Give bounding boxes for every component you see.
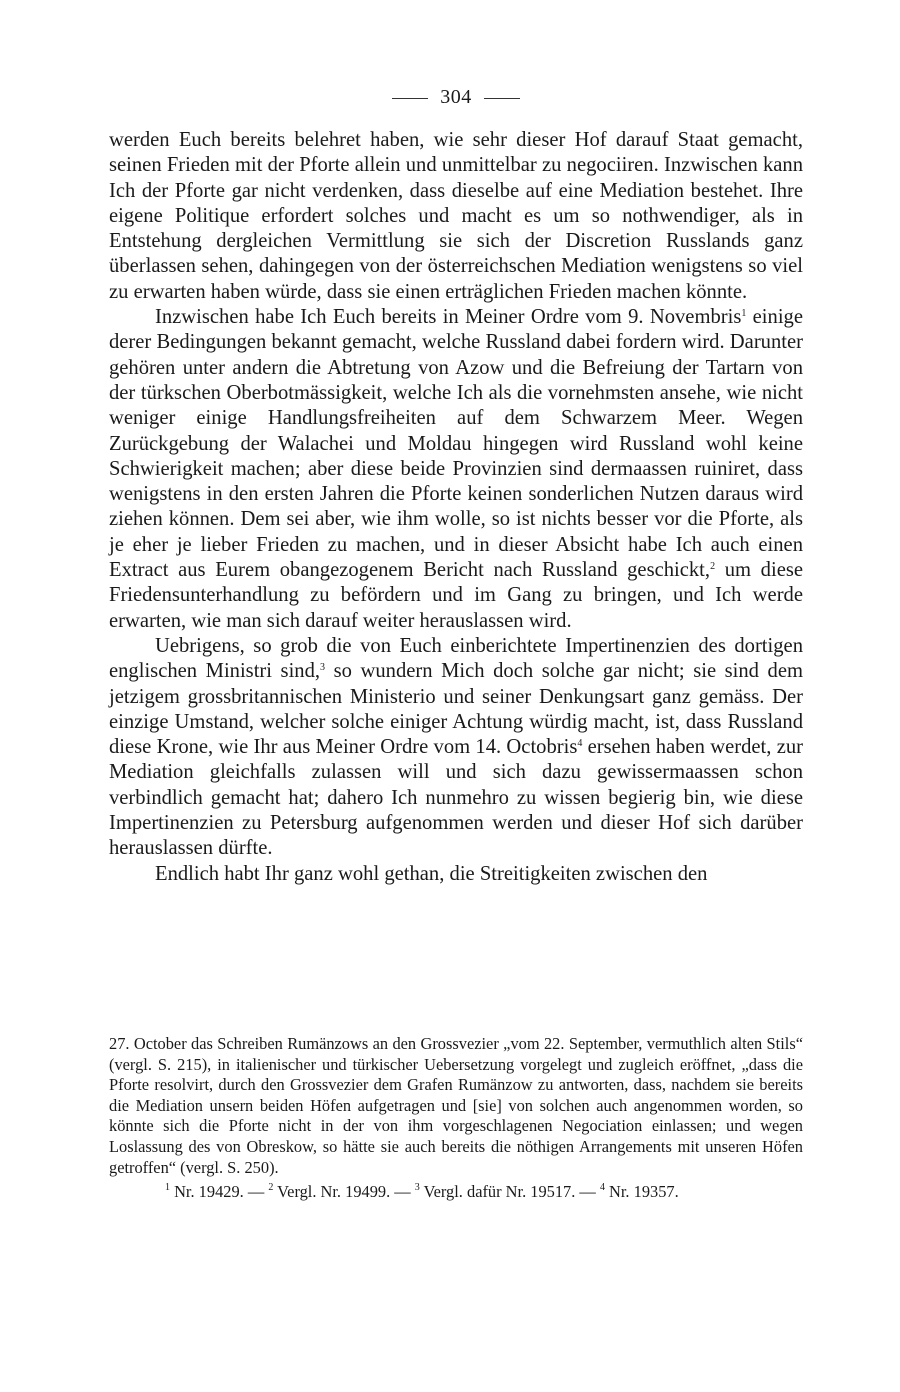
footnote-number: 1 — [165, 1182, 170, 1194]
paragraph-text: Endlich habt Ihr ganz wohl gethan, die Streitigkeiten zwischen den — [155, 862, 708, 885]
header-dash-right — [484, 98, 520, 99]
footnotes — [109, 1034, 803, 1203]
footnote-reference-text: Vergl. dafür Nr. 19517. — — [419, 1182, 600, 1202]
page-number: 304 — [440, 86, 472, 108]
paragraph — [109, 305, 803, 634]
footnote-marker: 2 — [710, 561, 716, 573]
paragraph-text: Inzwischen habe Ich Euch bereits in Meiner Ordre vom 9. Novembris — [155, 306, 742, 329]
paragraph-text: Uebrigens, so grob die von Euch einberichtete Impertinenzien des dortigen englischen Ministri sind, — [109, 634, 803, 683]
paragraph — [109, 128, 803, 305]
footnote-references — [109, 1182, 803, 1203]
paragraph — [109, 862, 803, 887]
footnote-reference-text: Nr. 19357. — [604, 1182, 679, 1202]
footnote-number: 2 — [268, 1182, 274, 1194]
footnote-continuation: 27. October das Schreiben Rumänzows an den Grossvezier „vom 22. September, vermuthlich alten Stils“ (vergl. S. 215), in italienischer und türkischer Uebersetzung vorgelegt und zugleich eröffnet, „dass die Pforte resolvirt, durch den Grossvezier dem Grafen Rumänzow zu antworten, dass, nachdem sie bereits die Mediation unsern beiden Höfen aufgetragen und [sie] von solchen auch angenommen worden, so könnte sich die Pforte nicht in der von ihm vorgeschlagenen Negociation einlassen; und wegen Loslassung des von Obreskow, so hätte sie auch bereits die nöthigen Arrangements mit unseren Höfen getroffen“ (vergl. S. 250). — [109, 1034, 803, 1177]
footnote-reference-text: Vergl. Nr. 19499. — — [273, 1182, 415, 1202]
footnote-marker: 3 — [320, 662, 326, 674]
footnote-marker: 4 — [577, 738, 583, 750]
paragraph-text: so wundern Mich doch solche gar nicht; sie sind dem jetzigem grossbritannischen Ministerio und seiner Denkungsart ganz gemäss. Der einzige Umstand, welcher solche einiger Achtung würdig macht, ist, dass Russland diese Krone, wie Ihr aus Meiner Ordre vom 14. Octobris — [109, 660, 803, 759]
header-dash-left — [392, 98, 428, 99]
paragraph-text: ersehen haben werdet, zur Mediation gleichfalls zulassen will und sich dazu gewissermaassen schon verbindlich gemacht hat; dahero Ich nunmehro zu wissen begierig bin, wie diese Impertinenzien zu Petersburg aufgenommen werden und dieser Hof sich darüber herauslassen dürfte. — [109, 736, 803, 860]
footnote-marker: 1 — [741, 308, 747, 320]
footnote-reference-text: Nr. 19429. — — [170, 1182, 269, 1202]
footnote-number: 3 — [414, 1182, 420, 1194]
paragraph-text: um diese Friedensunterhandlung zu befördern und im Gang zu bringen, und Ich werde erwarten, wie man sich darauf weiter herauslassen wird. — [109, 559, 803, 632]
paragraph — [109, 634, 803, 862]
footnote-number: 4 — [599, 1182, 605, 1194]
body-text — [109, 128, 803, 887]
paragraph-text: einige derer Bedingungen bekannt gemacht, welche Russland dabei fordern wird. Darunter gehören unter andern die Abtretung von Azow und die Befreiung der Tartarn von der türkschen Oberbotmässigkeit, welche Ich als die vornehmsten ansehe, wie nicht weniger einige Handlungsfreiheiten auf dem Schwarzem Meer. Wegen Zurückgebung der Walachei und Moldau hingegen wird Russland wohl keine Schwierigkeit machen; aber diese beide Provinzien sind dermaassen ruiniret, dass wenigstens in den ersten Jahren die Pforte keinen sonderlichen Nutzen daraus wird ziehen können. Dem sei aber, wie ihm wolle, so ist nichts besser vor die Pforte, als je eher je lieber Frieden zu machen, und in dieser Absicht habe Ich auch einen Extract aus Eurem obangezogenem Bericht nach Russland geschickt, — [109, 306, 803, 582]
page-header — [109, 86, 803, 109]
paragraph-text: werden Euch bereits belehret haben, wie sehr dieser Hof darauf Staat gemacht, seinen Frieden mit der Pforte allein und unmittelbar zu negociiren. Inzwischen kann Ich der Pforte gar nicht verdenken, dass dieselbe auf eine Mediation bestehet. Ihre eigene Politique erfordert solches und macht es um so nothwendiger, als in Entstehung dergleichen Vermittlung sie sich der Discretion Russlands ganz überlassen sehen, dahingegen von der österreichschen Mediation wenigstens so viel zu erwarten haben würde, dass sie einen erträglichen Frieden machen könnte. — [109, 129, 803, 303]
